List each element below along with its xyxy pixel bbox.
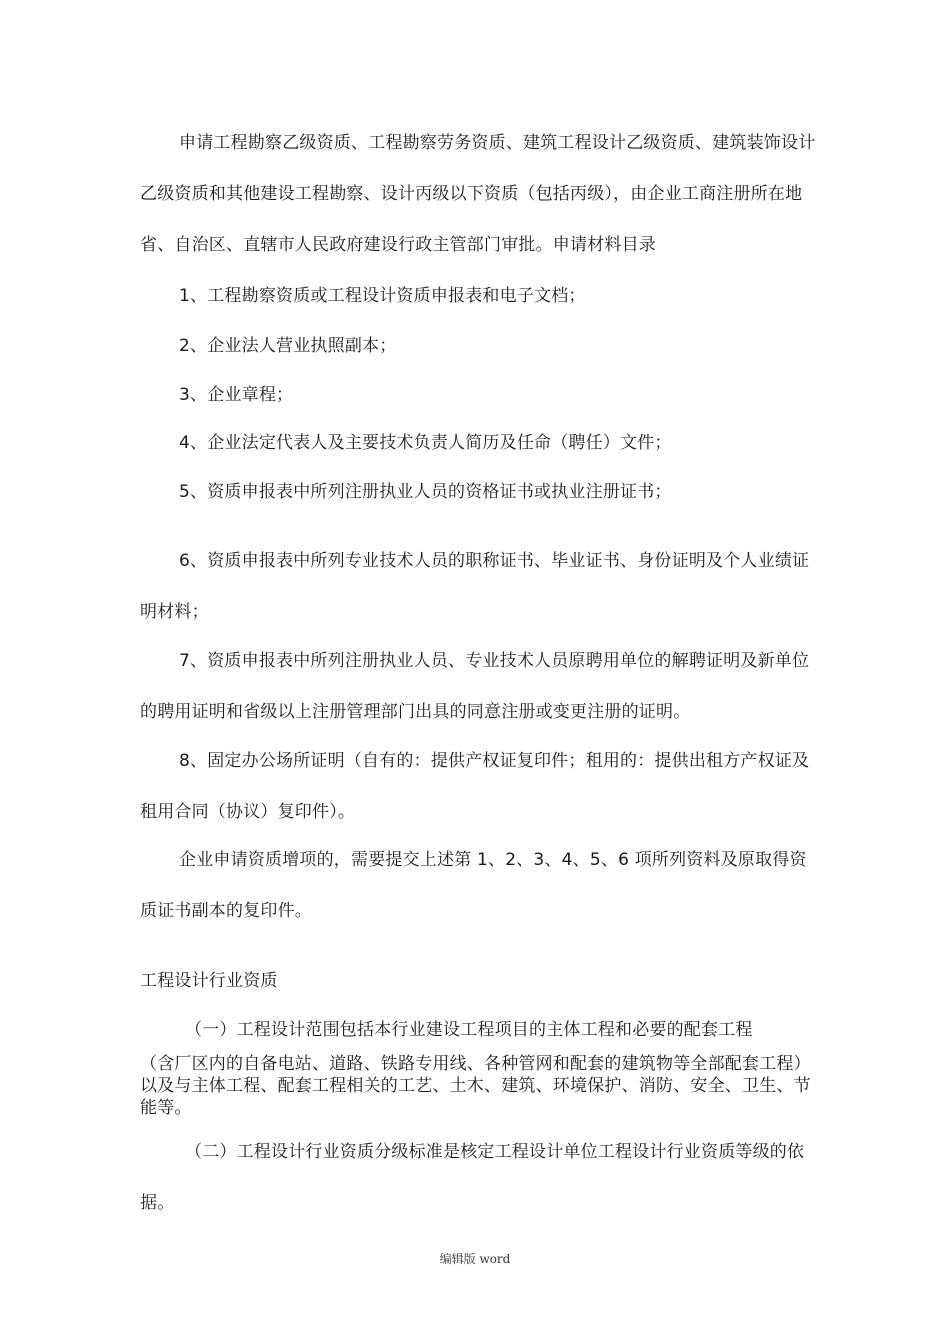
list-item-4: 4、企业法定代表人及主要技术负责人简历及任命（聘任）文件； — [179, 433, 672, 453]
list-item-2: 2、企业法人营业执照副本； — [179, 336, 397, 356]
addition-paragraph: 企业申请资质增项的，需要提交上述第 1、2、3、4、5、6 项所列资料及原取得资质证书副本的复印件。 — [140, 850, 807, 921]
intro-paragraph: 申请工程勘察乙级资质、工程勘察劳务资质、建筑工程设计乙级资质、建筑装饰设计乙级资质和其他建设工程勘察、设计丙级以下资质（包括丙级），由企业工商注册所在地省、自治区、直辖市人民政府建设行政主管部门审批。申请材料目录 — [140, 133, 816, 255]
list-item-8: 8、固定办公场所证明（自有的：提供产权证复印件；租用的：提供出租方产权证及租用合同（协议）复印件）。 — [140, 751, 810, 822]
clause-2: （二）工程设计行业资质分级标准是核定工程设计单位工程设计行业资质等级的依据。 — [140, 1142, 805, 1213]
clause-1-continuation: （含厂区内的自备电站、道路、铁路专用线、各种管网和配套的建筑物等全部配套工程）以及与主体工程、配套工程相关的工艺、土木、建筑、环境保护、消防、安全、卫生、节能等。 — [140, 1054, 811, 1118]
section-heading: 工程设计行业资质 — [140, 971, 278, 991]
clause-1: （一）工程设计范围包括本行业建设工程项目的主体工程和必要的配套工程 — [185, 1020, 753, 1040]
page-footer: 编辑版 word — [439, 1252, 511, 1266]
list-item-3: 3、企业章程； — [179, 385, 294, 405]
list-item-6: 6、资质申报表中所列专业技术人员的职称证书、毕业证书、身份证明及个人业绩证明材料； — [140, 551, 810, 622]
list-item-1: 1、工程勘察资质或工程设计资质申报表和电子文档； — [179, 286, 586, 306]
list-item-5: 5、资质申报表中所列注册执业人员的资格证书或执业注册证书； — [179, 482, 672, 502]
list-item-7: 7、资质申报表中所列注册执业人员、专业技术人员原聘用单位的解聘证明及新单位的聘用证明和省级以上注册管理部门出具的同意注册或变更注册的证明。 — [140, 651, 810, 722]
